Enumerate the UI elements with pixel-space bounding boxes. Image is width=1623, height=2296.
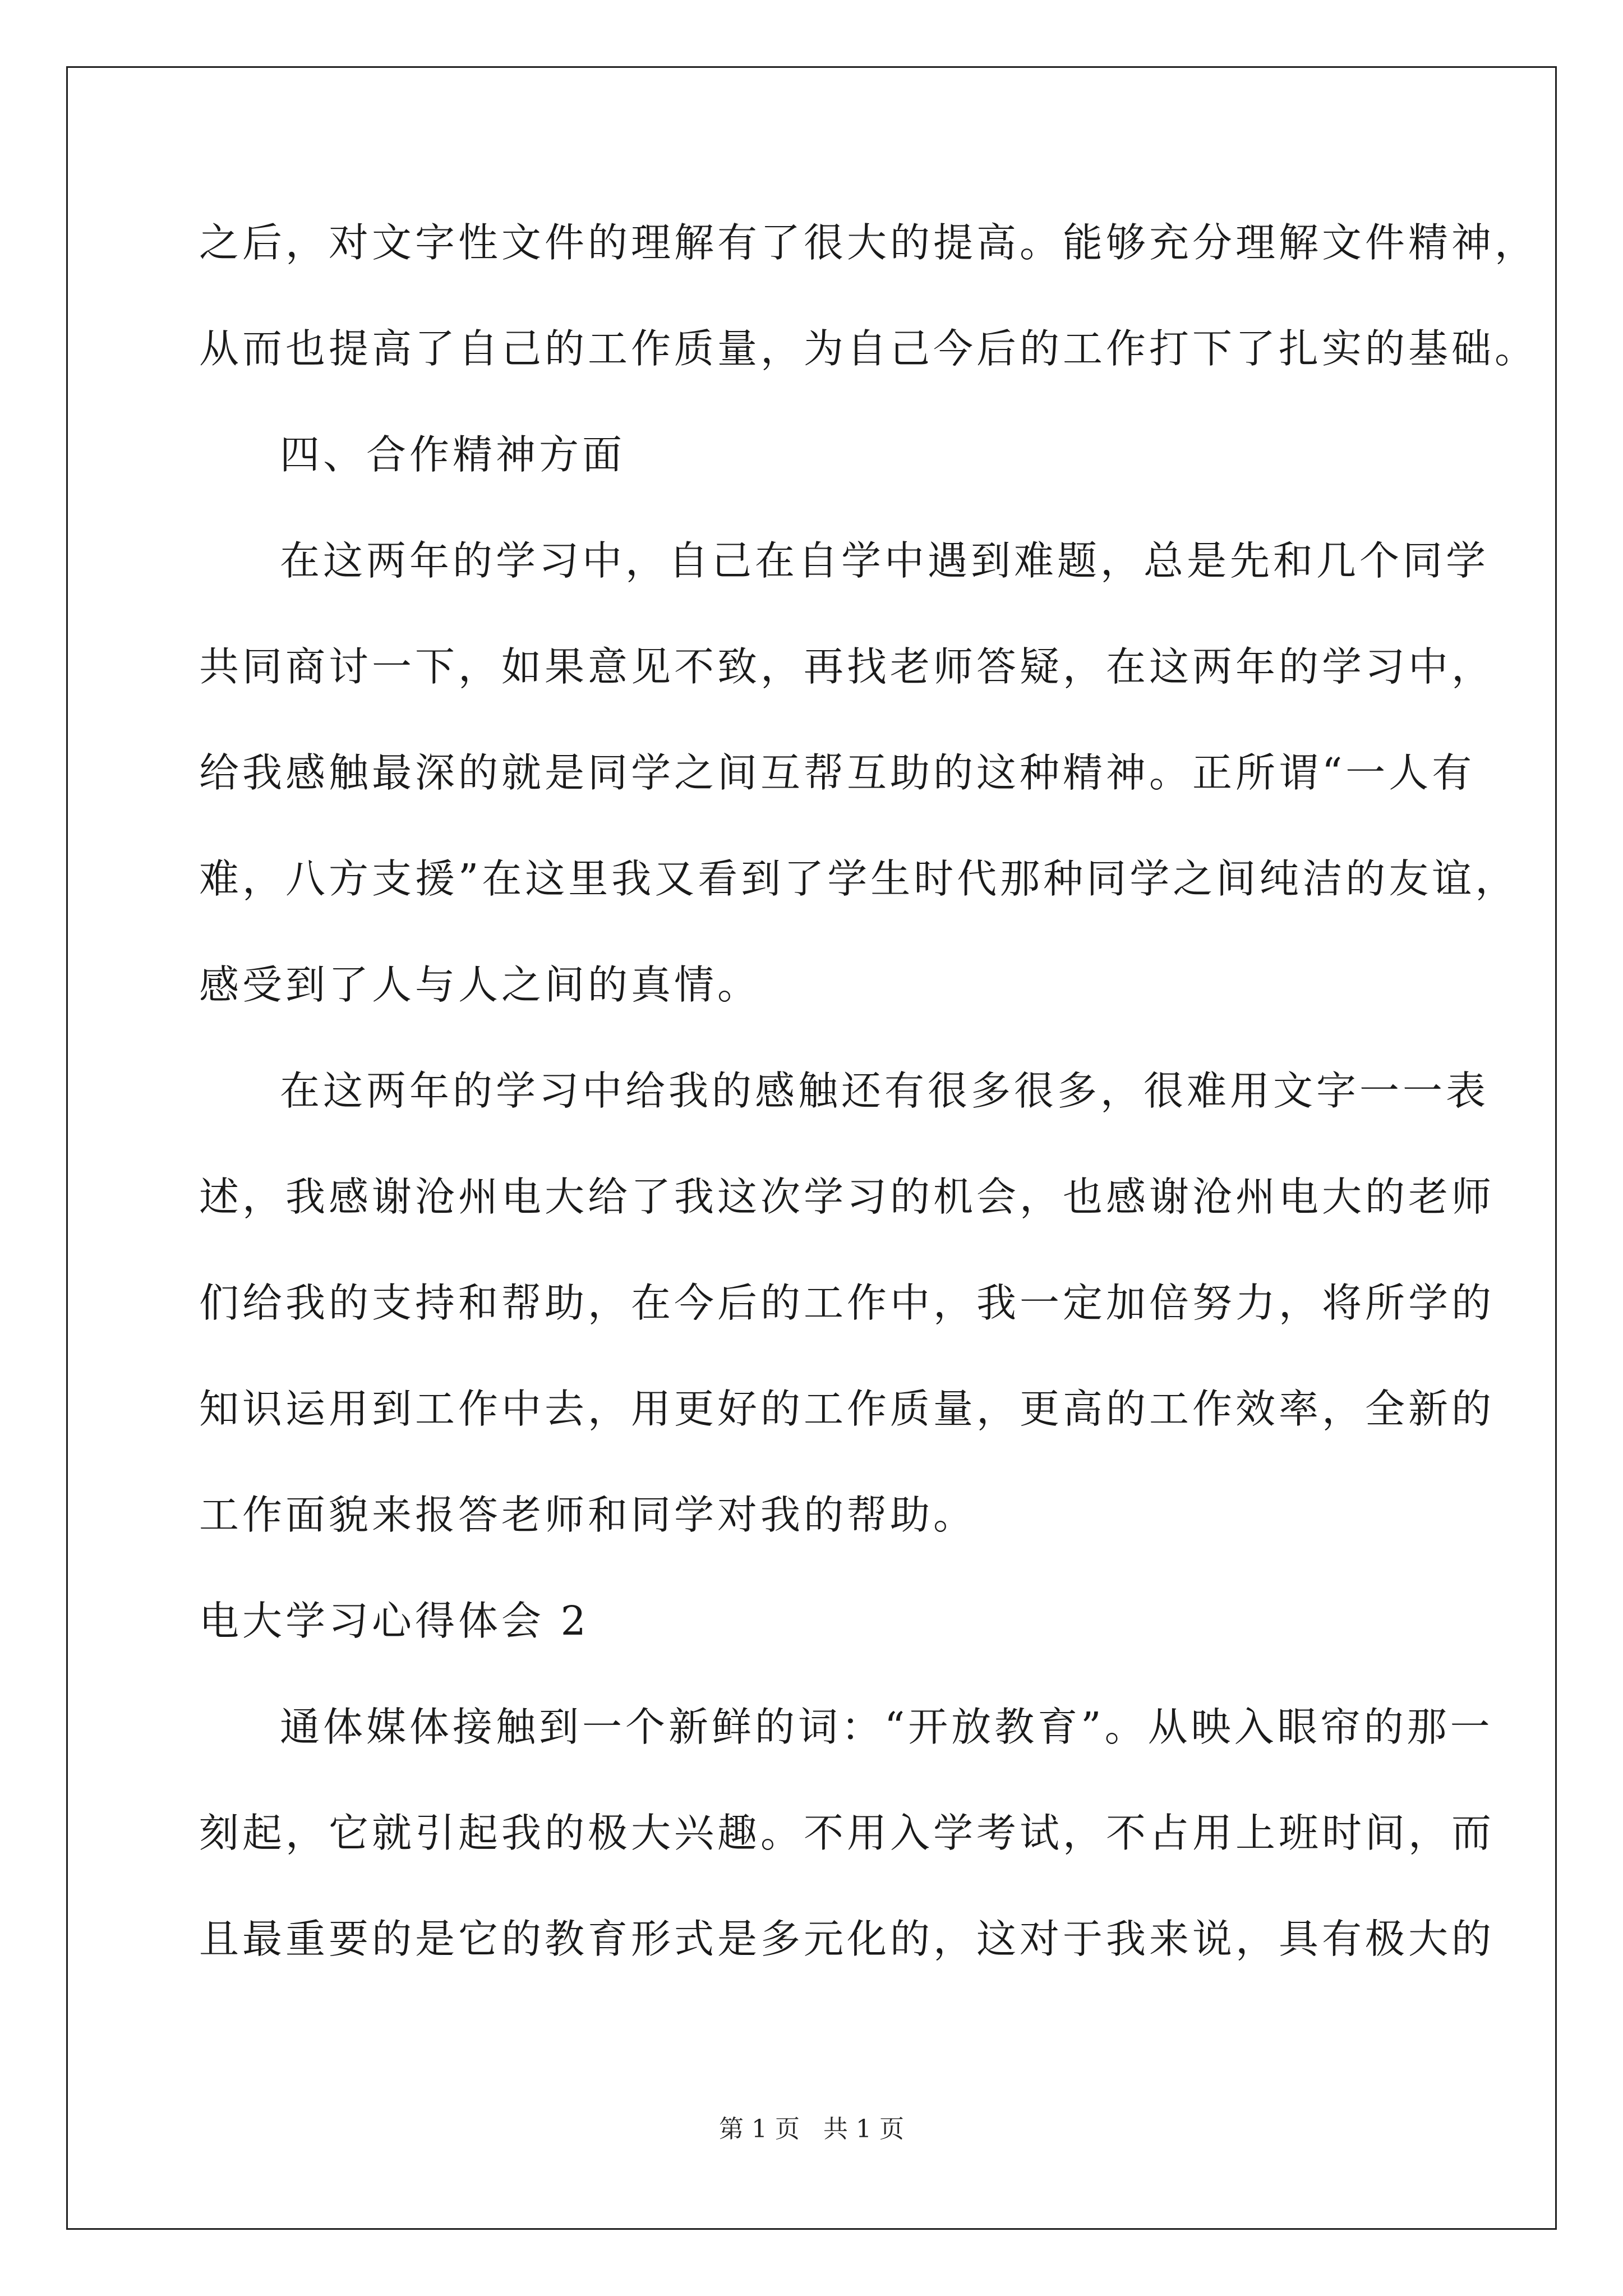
text-line: 之后，对文字性文件的理解有了很大的提高。能够充分理解文件精神， — [199, 219, 1538, 266]
text-line: 在这两年的学习中，自己在自学中遇到难题，总是先和几个同学 — [280, 537, 1490, 584]
text-line: 感受到了人与人之间的真情。 — [199, 961, 761, 1008]
text-line: 述，我感谢沧州电大给了我这次学习的机会，也感谢沧州电大的老师 — [199, 1174, 1495, 1220]
text-line: 且最重要的是它的教育形式是多元化的，这对于我来说，具有极大的 — [199, 1916, 1495, 1962]
text-line: 工作面貌来报答老师和同学对我的帮助。 — [199, 1492, 977, 1538]
text-line: 给我感触最深的就是同学之间互帮互助的这种精神。正所谓“一人有 — [199, 749, 1476, 796]
text-line: 刻起，它就引起我的极大兴趣。不用入学考试，不占用上班时间，而 — [199, 1810, 1495, 1856]
text-line: 们给我的支持和帮助，在今后的工作中，我一定加倍努力，将所学的 — [199, 1280, 1495, 1326]
page-border — [66, 66, 1557, 2230]
text-line: 通体媒体接触到一个新鲜的词：“开放教育”。从映入眼帘的那一 — [280, 1704, 1493, 1750]
text-line: 在这两年的学习中给我的感触还有很多很多，很难用文字一一表 — [280, 1068, 1490, 1114]
section-heading: 四、合作精神方面 — [280, 431, 626, 478]
text-line: 共同商讨一下，如果意见不致，再找老师答疑，在这两年的学习中， — [199, 643, 1495, 690]
text-line: 难，八方支援”在这里我又看到了学生时代那种同学之间纯洁的友谊， — [199, 855, 1519, 902]
page-footer: 第 1 页 共 1 页 — [719, 2115, 904, 2143]
text-line: 从而也提高了自己的工作质量，为自己今后的工作打下了扎实的基础。 — [199, 325, 1538, 372]
article-title: 电大学习心得体会 2 — [199, 1598, 589, 1644]
text-line: 知识运用到工作中去，用更好的工作质量，更高的工作效率，全新的 — [199, 1386, 1495, 1432]
